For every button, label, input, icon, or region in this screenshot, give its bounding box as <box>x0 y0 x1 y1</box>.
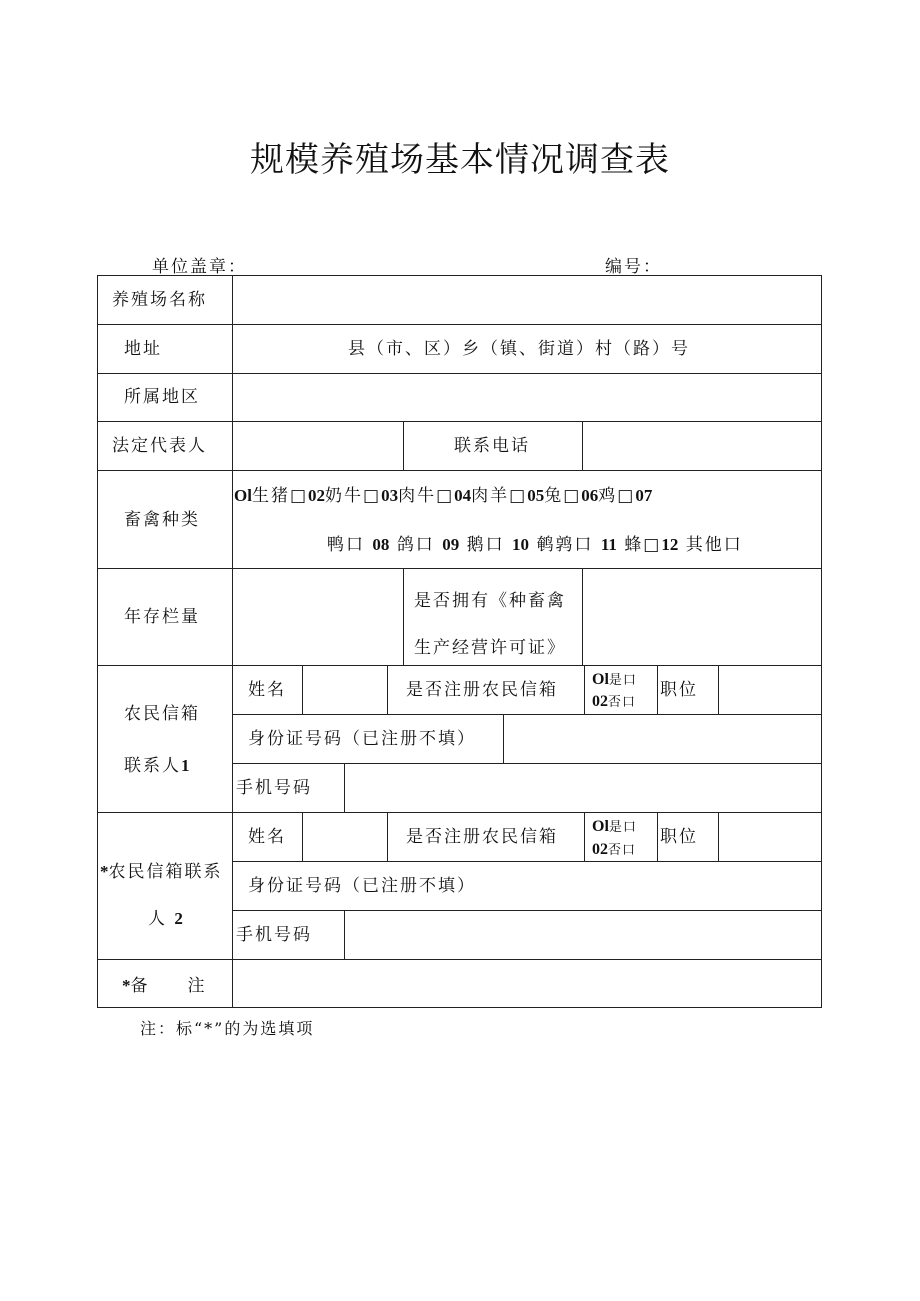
region-label: 所属地区 <box>124 387 200 407</box>
stock-label: 年存栏量 <box>124 607 200 627</box>
contact2-label-line-1: *农民信箱联系 <box>100 862 223 882</box>
survey-table <box>97 275 822 1008</box>
contact1-name-label: 姓名 <box>248 680 286 700</box>
contact2-name-label: 姓名 <box>248 827 286 847</box>
contact2-option-no: 02否口 <box>592 841 637 858</box>
seal-label: 单位盖章： <box>152 257 247 277</box>
species-label: 畜禽种类 <box>124 510 200 530</box>
contact1-label-line-2: 联系人1 <box>124 756 190 776</box>
remarks-label: *备 注 <box>122 976 207 996</box>
contact1-id-label: 身份证号码（已注册不填） <box>248 729 476 749</box>
contact1-registered-question: 是否注册农民信箱 <box>406 680 558 700</box>
contact1-position-label: 职位 <box>660 680 698 700</box>
contact2-label-line-2: 人 2 <box>148 909 183 929</box>
footnote: 注：标“*”的为选填项 <box>140 1019 315 1038</box>
address-label: 地址 <box>124 339 162 359</box>
license-question-line-2: 生产经营许可证》 <box>414 638 566 658</box>
contact2-registered-question: 是否注册农民信箱 <box>406 827 558 847</box>
contact2-option-yes: Ol是口 <box>592 818 637 835</box>
contact1-label-line-1: 农民信箱 <box>124 704 200 724</box>
farm-name-label: 养殖场名称 <box>112 290 207 310</box>
legal-rep-label: 法定代表人 <box>112 436 207 456</box>
species-options-line-2: 鸭口 08 鸽口 09 鹅口 10 鹌鹑口 11 蜂□12 其他口 <box>327 535 743 555</box>
contact2-id-label: 身份证号码（已注册不填） <box>248 876 476 896</box>
contact1-option-no: 02否口 <box>592 693 637 710</box>
number-label: 编号： <box>605 257 662 277</box>
contact1-option-yes: Ol是口 <box>592 671 637 688</box>
contact2-mobile-label: 手机号码 <box>236 925 312 945</box>
phone-label: 联系电话 <box>454 436 530 456</box>
contact2-position-label: 职位 <box>660 827 698 847</box>
address-template: 县（市、区）乡（镇、街道）村（路）号 <box>348 339 690 359</box>
page-title: 规模养殖场基本情况调查表 <box>250 140 670 180</box>
license-question-line-1: 是否拥有《种畜禽 <box>414 591 566 611</box>
species-options-line-1: Ol生猪□02奶牛□03肉牛□04肉羊□05兔□06鸡□07 <box>234 486 653 506</box>
contact1-mobile-label: 手机号码 <box>236 778 312 798</box>
